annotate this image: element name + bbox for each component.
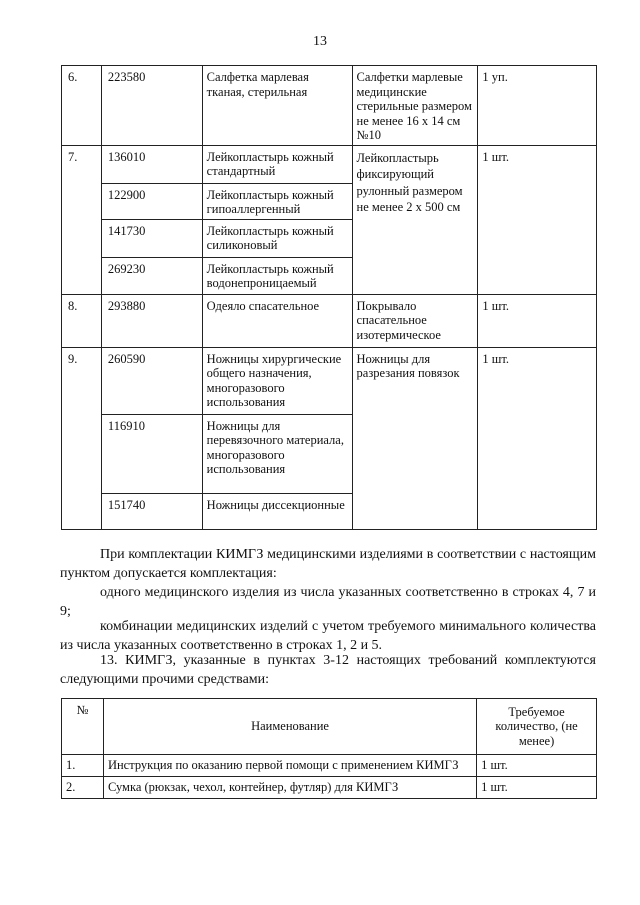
table-row: [62, 294, 597, 347]
item-code: 269230: [101, 257, 202, 294]
medical-items-table: [61, 65, 597, 530]
item-name: Инструкция по оказанию первой помощи с применением КИМГЗ: [103, 755, 476, 777]
row-number: 7.: [62, 145, 102, 294]
paragraph-single-item: одного медицинского изделия из числа указанных соответственно в строках 4, 7 и 9;: [60, 585, 596, 619]
table-row: [62, 777, 597, 799]
row-number: 1.: [62, 755, 104, 777]
item-requirement: Покрывало спасательное изотермическое: [352, 294, 478, 347]
row-number: 9.: [62, 347, 102, 529]
item-quantity: 1 уп.: [478, 66, 597, 146]
item-quantity: 1 шт.: [477, 755, 597, 777]
other-means-table: [61, 698, 597, 799]
item-code: 293880: [101, 294, 202, 347]
table-row: [62, 347, 597, 414]
table-row: [62, 755, 597, 777]
paragraph-completion-rules: При комплектации КИМГЗ медицинскими изделиями в соответствии с настоящим пунктом допускается комплектация:: [60, 547, 596, 581]
item-requirement: Лейкопластырь фиксирующий рулонный размером не менее 2 x 500 см: [352, 145, 478, 294]
item-name: Салфетка марлевая тканая, стерильная: [202, 66, 352, 146]
column-header-name: Наименование: [103, 699, 476, 755]
item-requirement: Салфетки марлевые медицинские стерильные размером не менее 16 x 14 см №10: [352, 66, 478, 146]
table-header-row: [62, 699, 597, 755]
row-number: 6.: [62, 66, 102, 146]
item-quantity: 1 шт.: [478, 347, 597, 529]
item-quantity: 1 шт.: [478, 294, 597, 347]
item-name: Лейкопластырь кожный водонепроницаемый: [202, 257, 352, 294]
item-code: 136010: [101, 145, 202, 183]
item-code: 116910: [101, 414, 202, 493]
item-name: Ножницы диссекционные: [202, 493, 352, 529]
column-header-quantity: Требуемое количество, (не менее): [477, 699, 597, 755]
item-quantity: 1 шт.: [478, 145, 597, 294]
item-name: Ножницы хирургические общего назначения, многоразового использования: [202, 347, 352, 414]
item-quantity: 1 шт.: [477, 777, 597, 799]
item-code: 223580: [101, 66, 202, 146]
item-name: Лейкопластырь кожный гипоаллергенный: [202, 183, 352, 219]
row-number: 8.: [62, 294, 102, 347]
item-name: Лейкопластырь кожный силиконовый: [202, 219, 352, 257]
item-name: Одеяло спасательное: [202, 294, 352, 347]
item-code: 260590: [101, 347, 202, 414]
item-name: Сумка (рюкзак, чехол, контейнер, футляр) для КИМГЗ: [103, 777, 476, 799]
row-number: 2.: [62, 777, 104, 799]
item-code: 141730: [101, 219, 202, 257]
page-number: 13: [313, 34, 327, 49]
item-code: 151740: [101, 493, 202, 529]
column-header-number: №: [62, 699, 104, 755]
table-row: [62, 66, 597, 146]
table-row: [62, 145, 597, 183]
item-code: 122900: [101, 183, 202, 219]
item-name: Лейкопластырь кожный стандартный: [202, 145, 352, 183]
paragraph-section-13: 13. КИМГЗ, указанные в пунктах 3-12 настоящих требований комплектуются следующими прочими средствами:: [60, 653, 596, 687]
paragraph-combination: комбинации медицинских изделий с учетом требуемого минимального количества из числа указанных соответственно в строках 1, 2 и 5.: [60, 619, 596, 653]
item-requirement: Ножницы для разрезания повязок: [352, 347, 478, 529]
item-name: Ножницы для перевязочного материала, многоразового использования: [202, 414, 352, 493]
